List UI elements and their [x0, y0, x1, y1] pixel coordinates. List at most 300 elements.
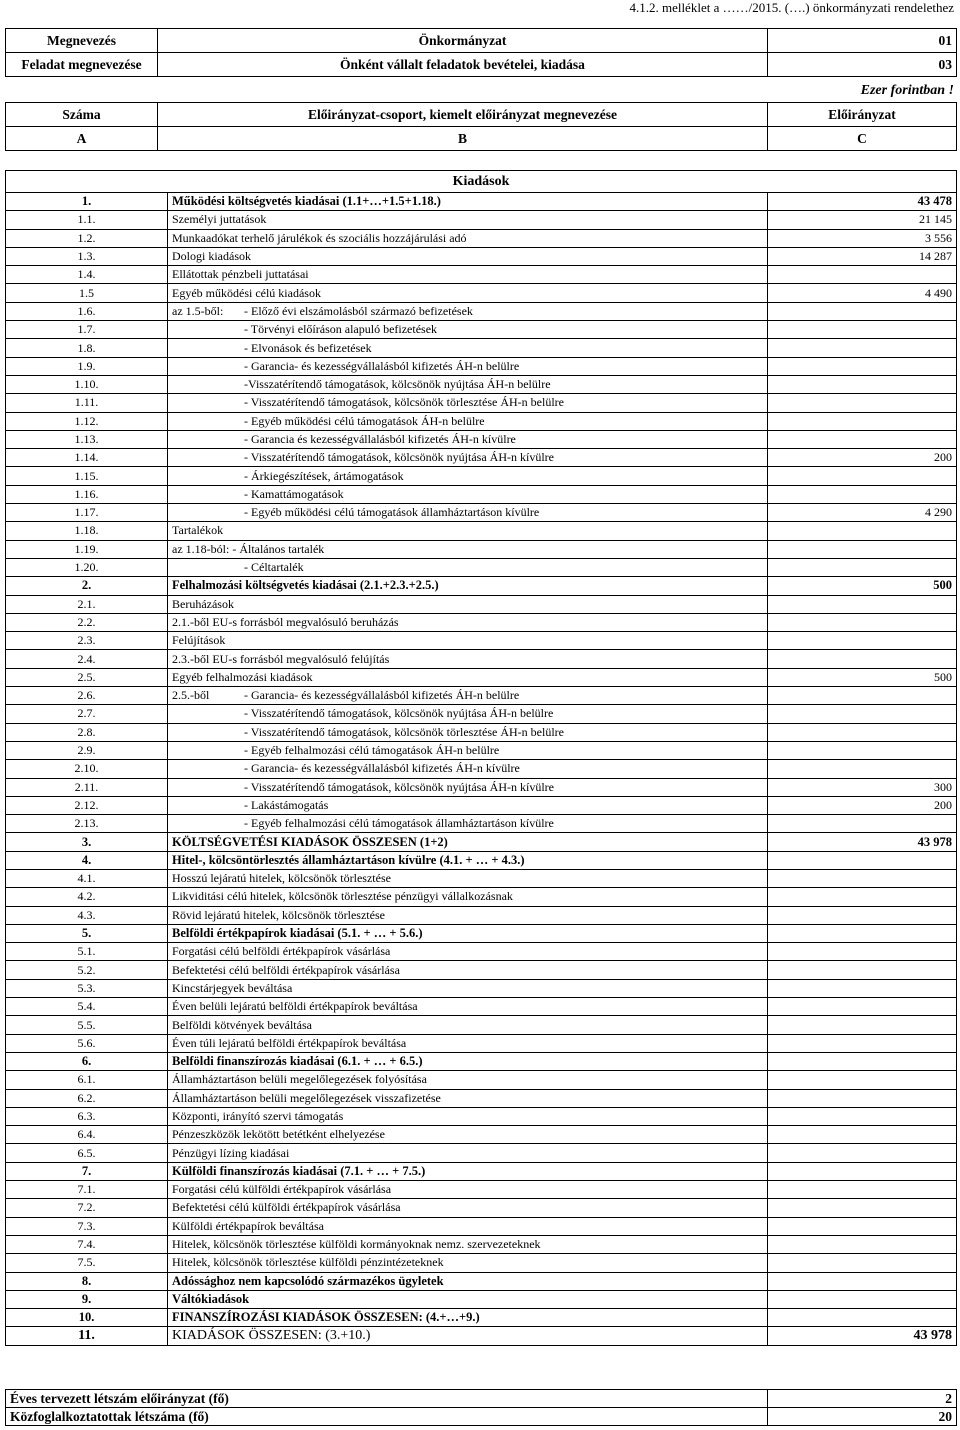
- headcount-table: [5, 1389, 957, 1426]
- row-label-text: Személyi juttatások: [172, 212, 267, 227]
- row-value: [768, 613, 957, 631]
- column-header-row: [6, 103, 957, 127]
- row-label-text: - Egyéb működési célú támogatások államháztartáson kívülre: [244, 505, 540, 520]
- table-row: [6, 357, 957, 375]
- row-label: [168, 851, 768, 869]
- row-label: [168, 924, 768, 942]
- row-label: [168, 961, 768, 979]
- row-number: 2.10.: [6, 760, 168, 778]
- row-label: [168, 558, 768, 576]
- unit-note: Ezer forintban !: [860, 83, 954, 98]
- row-value: [768, 650, 957, 668]
- row-label-text: Likviditási célú hitelek, kölcsönök törlesztése pénzügyi vállalkozásnak: [172, 889, 513, 904]
- row-number: 6.: [6, 1052, 168, 1070]
- row-number: 1.18.: [6, 522, 168, 540]
- column-header-number: Száma: [6, 103, 158, 127]
- row-label-text: -Visszatérítendő támogatások, kölcsönök nyújtása ÁH-n belülre: [244, 377, 551, 392]
- row-value: [768, 1071, 957, 1089]
- table-row: [6, 741, 957, 759]
- row-label-text: Belföldi értékpapírok kiadásai (5.1. + … + 5.6.): [172, 926, 423, 941]
- row-number: 1.12.: [6, 412, 168, 430]
- row-label: [168, 1034, 768, 1052]
- row-value: 43 478: [768, 193, 957, 211]
- row-label-text: Felújítások: [172, 633, 226, 648]
- table-row: [6, 577, 957, 595]
- table-row: [6, 943, 957, 961]
- row-number: 1.8.: [6, 339, 168, 357]
- row-label: [168, 778, 768, 796]
- row-number: 2.: [6, 577, 168, 595]
- row-value: 14 287: [768, 247, 957, 265]
- row-label-text: - Előző évi elszámolásból származó befizetések: [244, 303, 473, 318]
- table-row: [6, 412, 957, 430]
- row-number: 1.3.: [6, 247, 168, 265]
- row-label-text: - Visszatérítendő támogatások, kölcsönök nyújtása ÁH-n kívülre: [244, 779, 554, 794]
- headcount-value: 20: [768, 1408, 957, 1426]
- row-label-text: - Egyéb felhalmozási célú támogatások államháztartáson kívülre: [244, 816, 554, 831]
- row-number: 5.1.: [6, 943, 168, 961]
- row-number: 1.9.: [6, 357, 168, 375]
- row-number: 2.13.: [6, 815, 168, 833]
- table-row: [6, 522, 957, 540]
- row-number: 6.1.: [6, 1071, 168, 1089]
- row-value: 300: [768, 778, 957, 796]
- row-label: [168, 650, 768, 668]
- row-value: [768, 1144, 957, 1162]
- table-row: [6, 1290, 957, 1308]
- row-label: [168, 741, 768, 759]
- table-row: [6, 1016, 957, 1034]
- headcount-label: Közfoglalkoztatottak létszáma (fő): [6, 1408, 768, 1426]
- row-label: [168, 1254, 768, 1272]
- row-value: [768, 632, 957, 650]
- row-number: 1.14.: [6, 449, 168, 467]
- row-number: 4.: [6, 851, 168, 869]
- row-label: [168, 540, 768, 558]
- table-row: [6, 924, 957, 942]
- row-label-text: Tartalékok: [172, 523, 224, 538]
- column-letter-row: [6, 127, 957, 151]
- row-label: [168, 430, 768, 448]
- column-letter: A: [6, 127, 158, 151]
- row-value: [768, 339, 957, 357]
- row-number: 6.2.: [6, 1089, 168, 1107]
- row-label: [168, 247, 768, 265]
- row-label: [168, 632, 768, 650]
- row-value: [768, 1272, 957, 1290]
- row-number: 2.12.: [6, 796, 168, 814]
- table-row: [6, 1327, 957, 1345]
- row-value: [768, 558, 957, 576]
- row-label: [168, 869, 768, 887]
- row-number: 5.2.: [6, 961, 168, 979]
- row-value: [768, 869, 957, 887]
- table-row: [6, 1071, 957, 1089]
- table-row: [6, 613, 957, 631]
- row-label-text: FINANSZÍROZÁSI KIADÁSOK ÖSSZESEN: (4.+…+9.): [172, 1310, 480, 1325]
- row-number: 3.: [6, 833, 168, 851]
- row-label: [168, 943, 768, 961]
- row-label-text: - Garancia- és kezességvállalásból kifizetés ÁH-n belülre: [244, 688, 520, 703]
- row-label: [168, 229, 768, 247]
- row-number: 1.16.: [6, 485, 168, 503]
- row-value: [768, 851, 957, 869]
- row-label-text: - Visszatérítendő támogatások, kölcsönök törlesztése ÁH-n belülre: [244, 395, 564, 410]
- row-label: [168, 1126, 768, 1144]
- row-sublabel: az 1.5-ből:: [172, 303, 224, 318]
- row-label-text: - Lakástámogatás: [244, 797, 329, 812]
- headcount-label: Éves tervezett létszám előirányzat (fő): [6, 1390, 768, 1408]
- row-label-text: Forgatási célú belföldi értékpapírok vásárlása: [172, 944, 391, 959]
- row-number: 4.1.: [6, 869, 168, 887]
- row-label: [168, 979, 768, 997]
- row-value: 43 978: [768, 1327, 957, 1345]
- row-label-text: Éven túli lejáratú belföldi értékpapírok beváltása: [172, 1035, 407, 1050]
- row-label-text: Központi, irányító szervi támogatás: [172, 1108, 344, 1123]
- header-row-entity: [6, 29, 957, 53]
- row-label: [168, 998, 768, 1016]
- row-label-text: - Törvényi előíráson alapuló befizetések: [244, 322, 438, 337]
- row-label: [168, 1272, 768, 1290]
- table-row: [6, 1235, 957, 1253]
- row-number: 4.2.: [6, 888, 168, 906]
- table-row: [6, 540, 957, 558]
- row-label-text: Hitelek, kölcsönök törlesztése külföldi kormányoknak nemz. szervezeteknek: [172, 1237, 541, 1252]
- row-label-text: az 1.18-ból: - Általános tartalék: [172, 541, 325, 556]
- column-header-table: [5, 102, 957, 151]
- row-number: 6.3.: [6, 1107, 168, 1125]
- row-number: 1.20.: [6, 558, 168, 576]
- row-label: [168, 613, 768, 631]
- row-value: [768, 1107, 957, 1125]
- row-number: 2.6.: [6, 687, 168, 705]
- row-value: [768, 1052, 957, 1070]
- row-label-text: Egyéb felhalmozási kiadások: [172, 669, 313, 684]
- row-value: 3 556: [768, 229, 957, 247]
- row-label-text: - Visszatérítendő támogatások, kölcsönök törlesztése ÁH-n belülre: [244, 724, 564, 739]
- table-row: [6, 1309, 957, 1327]
- row-label: [168, 302, 768, 320]
- row-label: [168, 1016, 768, 1034]
- row-number: 7.1.: [6, 1181, 168, 1199]
- row-value: [768, 1254, 957, 1272]
- row-number: 1.6.: [6, 302, 168, 320]
- table-row: [6, 339, 957, 357]
- row-label-text: - Elvonások és befizetések: [244, 340, 372, 355]
- row-label-text: Ellátottak pénzbeli juttatásai: [172, 267, 309, 282]
- annex-reference: 4.1.2. melléklet a ……/2015. (….) önkormányzati rendelethez: [629, 0, 954, 15]
- row-label: [168, 888, 768, 906]
- row-label: [168, 1144, 768, 1162]
- row-label: [168, 833, 768, 851]
- row-label-text: Adóssághoz nem kapcsolódó származékos ügyletek: [172, 1273, 444, 1288]
- row-number: 2.5.: [6, 668, 168, 686]
- table-row: [6, 906, 957, 924]
- row-number: 7.3.: [6, 1217, 168, 1235]
- row-value: [768, 595, 957, 613]
- row-value: 200: [768, 796, 957, 814]
- row-number: 1.4.: [6, 266, 168, 284]
- row-value: [768, 1089, 957, 1107]
- row-value: [768, 1290, 957, 1308]
- row-value: 43 978: [768, 833, 957, 851]
- table-row: [6, 796, 957, 814]
- table-row: [6, 247, 957, 265]
- row-label-text: Külföldi értékpapírok beváltása: [172, 1218, 324, 1233]
- row-value: [768, 375, 957, 393]
- table-row: [6, 302, 957, 320]
- row-number: 2.7.: [6, 705, 168, 723]
- expenditure-table: [5, 170, 957, 1346]
- row-label: [168, 723, 768, 741]
- row-value: [768, 1199, 957, 1217]
- row-label: [168, 705, 768, 723]
- row-number: 1.: [6, 193, 168, 211]
- row-value: [768, 1235, 957, 1253]
- row-number: 6.5.: [6, 1144, 168, 1162]
- table-row: [6, 211, 957, 229]
- row-value: 500: [768, 577, 957, 595]
- row-label-text: Államháztartáson belüli megelőlegezések folyósítása: [172, 1072, 427, 1087]
- row-value: 500: [768, 668, 957, 686]
- row-label-text: - Céltartalék: [244, 560, 304, 575]
- table-row: [6, 193, 957, 211]
- row-number: 6.4.: [6, 1126, 168, 1144]
- row-number: 5.: [6, 924, 168, 942]
- row-number: 9.: [6, 1290, 168, 1308]
- row-label-text: - Visszatérítendő támogatások, kölcsönök nyújtása ÁH-n belülre: [244, 706, 554, 721]
- row-label: [168, 760, 768, 778]
- row-number: 7.4.: [6, 1235, 168, 1253]
- row-number: 4.3.: [6, 906, 168, 924]
- row-sublabel: 2.5.-ből: [172, 688, 210, 703]
- table-row: [6, 632, 957, 650]
- row-value: 4 490: [768, 284, 957, 302]
- row-value: [768, 1034, 957, 1052]
- table-row: [6, 394, 957, 412]
- row-number: 2.9.: [6, 741, 168, 759]
- row-label-text: Külföldi finanszírozás kiadásai (7.1. + … + 7.5.): [172, 1163, 426, 1178]
- table-row: [6, 266, 957, 284]
- row-label-text: Hosszú lejáratú hitelek, kölcsönök törlesztése: [172, 871, 391, 886]
- row-label: [168, 1235, 768, 1253]
- row-label: [168, 796, 768, 814]
- row-value: [768, 888, 957, 906]
- row-value: [768, 1217, 957, 1235]
- row-label-text: Befektetési célú külföldi értékpapírok vásárlása: [172, 1200, 401, 1215]
- row-number: 5.5.: [6, 1016, 168, 1034]
- row-label-text: - Visszatérítendő támogatások, kölcsönök nyújtása ÁH-n kívülre: [244, 450, 554, 465]
- row-value: [768, 1126, 957, 1144]
- row-number: 2.4.: [6, 650, 168, 668]
- table-row: [6, 1272, 957, 1290]
- row-number: 2.8.: [6, 723, 168, 741]
- row-number: 8.: [6, 1272, 168, 1290]
- column-letter: B: [158, 127, 768, 151]
- row-value: [768, 924, 957, 942]
- row-label: [168, 1107, 768, 1125]
- section-title-row: [6, 171, 957, 193]
- column-letter: C: [768, 127, 957, 151]
- table-row: [6, 998, 957, 1016]
- table-row: [6, 284, 957, 302]
- table-row: [6, 687, 957, 705]
- row-value: [768, 998, 957, 1016]
- header-code: 01: [768, 29, 957, 53]
- row-label: [168, 412, 768, 430]
- row-label: [168, 1181, 768, 1199]
- row-label-text: - Garancia és kezességvállalásból kifizetés ÁH-n kívülre: [244, 432, 516, 446]
- row-number: 1.11.: [6, 394, 168, 412]
- row-value: [768, 705, 957, 723]
- table-row: [6, 595, 957, 613]
- row-label: [168, 1199, 768, 1217]
- row-value: [768, 906, 957, 924]
- table-row: [6, 1089, 957, 1107]
- table-row: [6, 869, 957, 887]
- row-value: [768, 540, 957, 558]
- row-number: 1.17.: [6, 504, 168, 522]
- row-label-text: - Kamattámogatások: [244, 486, 344, 501]
- row-number: 1.1.: [6, 211, 168, 229]
- row-label: [168, 1327, 768, 1345]
- row-label: [168, 357, 768, 375]
- column-header-appropriation: Előirányzat: [768, 103, 957, 127]
- row-number: 1.7.: [6, 321, 168, 339]
- row-number: 5.6.: [6, 1034, 168, 1052]
- row-label-text: Rövid lejáratú hitelek, kölcsönök törlesztése: [172, 907, 385, 922]
- row-value: 4 290: [768, 504, 957, 522]
- table-row: [6, 778, 957, 796]
- row-label-text: Beruházások: [172, 596, 234, 611]
- row-label-text: Pénzügyi lízing kiadásai: [172, 1145, 290, 1160]
- row-value: [768, 961, 957, 979]
- row-value: [768, 1162, 957, 1180]
- row-label-text: Belföldi kötvények beváltása: [172, 1017, 312, 1032]
- row-label: [168, 467, 768, 485]
- row-label-text: KÖLTSÉGVETÉSI KIADÁSOK ÖSSZESEN (1+2): [172, 834, 448, 849]
- headcount-value: 2: [768, 1390, 957, 1408]
- row-number: 1.5: [6, 284, 168, 302]
- header-label: Megnevezés: [6, 29, 158, 53]
- row-value: 21 145: [768, 211, 957, 229]
- row-label: [168, 906, 768, 924]
- row-number: 1.13.: [6, 430, 168, 448]
- row-label: [168, 394, 768, 412]
- table-row: [6, 961, 957, 979]
- table-row: [6, 888, 957, 906]
- row-label-text: - Egyéb működési célú támogatások ÁH-n belülre: [244, 413, 485, 428]
- row-value: [768, 430, 957, 448]
- row-value: [768, 723, 957, 741]
- row-value: [768, 485, 957, 503]
- row-label-text: - Garancia- és kezességvállalásból kifizetés ÁH-n kívülre: [244, 761, 520, 776]
- headcount-row-public-work: [6, 1408, 957, 1426]
- table-row: [6, 1107, 957, 1125]
- row-label: [168, 595, 768, 613]
- row-label: [168, 321, 768, 339]
- row-label-text: 2.3.-ből EU-s forrásból megvalósuló felújítás: [172, 651, 390, 666]
- row-label-text: - Árkiegészítések, ártámogatások: [244, 468, 404, 483]
- table-row: [6, 467, 957, 485]
- row-label: [168, 193, 768, 211]
- table-row: [6, 430, 957, 448]
- row-value: [768, 302, 957, 320]
- row-number: 10.: [6, 1309, 168, 1327]
- table-row: [6, 760, 957, 778]
- row-label: [168, 1162, 768, 1180]
- row-label-text: - Egyéb felhalmozási célú támogatások ÁH-n belülre: [244, 743, 500, 758]
- row-number: 1.15.: [6, 467, 168, 485]
- row-label-text: Munkaadókat terhelő járulékok és szociális hozzájárulási adó: [172, 230, 467, 245]
- headcount-row-planned: [6, 1390, 957, 1408]
- row-value: [768, 1309, 957, 1327]
- row-label-text: - Garancia- és kezességvállalásból kifizetés ÁH-n belülre: [244, 358, 520, 373]
- row-label-text: Befektetési célú belföldi értékpapírok vásárlása: [172, 962, 400, 977]
- row-number: 7.2.: [6, 1199, 168, 1217]
- row-number: 1.19.: [6, 540, 168, 558]
- row-label: [168, 339, 768, 357]
- row-number: 2.11.: [6, 778, 168, 796]
- row-label: [168, 211, 768, 229]
- row-label-text: Dologi kiadások: [172, 249, 251, 264]
- header-table: [5, 28, 957, 77]
- row-number: 5.4.: [6, 998, 168, 1016]
- row-number: 2.3.: [6, 632, 168, 650]
- row-label: [168, 1217, 768, 1235]
- row-number: 7.5.: [6, 1254, 168, 1272]
- row-label-text: Államháztartáson belüli megelőlegezések visszafizetése: [172, 1090, 441, 1105]
- table-row: [6, 1162, 957, 1180]
- row-label: [168, 1089, 768, 1107]
- table-row: [6, 668, 957, 686]
- table-row: [6, 851, 957, 869]
- row-value: [768, 741, 957, 759]
- table-row: [6, 1126, 957, 1144]
- row-value: [768, 815, 957, 833]
- row-label: [168, 522, 768, 540]
- row-number: 2.1.: [6, 595, 168, 613]
- table-row: [6, 321, 957, 339]
- header-value: Önkormányzat: [158, 29, 768, 53]
- table-row: [6, 229, 957, 247]
- row-label: [168, 1052, 768, 1070]
- table-row: [6, 650, 957, 668]
- row-value: [768, 321, 957, 339]
- row-number: 7.: [6, 1162, 168, 1180]
- header-label: Feladat megnevezése: [6, 53, 158, 77]
- row-value: [768, 394, 957, 412]
- row-number: 1.10.: [6, 375, 168, 393]
- table-row: [6, 1052, 957, 1070]
- row-label-text: Felhalmozási költségvetés kiadásai (2.1.+2.3.+2.5.): [172, 578, 439, 593]
- row-value: [768, 760, 957, 778]
- row-value: [768, 266, 957, 284]
- row-label: [168, 1309, 768, 1327]
- row-label-text: 2.1.-ből EU-s forrásból megvalósuló beruházás: [172, 614, 399, 629]
- table-row: [6, 375, 957, 393]
- row-label-text: Kincstárjegyek beváltása: [172, 980, 293, 995]
- header-row-task: [6, 53, 957, 77]
- row-value: [768, 1016, 957, 1034]
- row-value: [768, 522, 957, 540]
- column-header-name: Előirányzat-csoport, kiemelt előirányzat megnevezése: [158, 103, 768, 127]
- row-label: [168, 577, 768, 595]
- table-row: [6, 1034, 957, 1052]
- row-label: [168, 485, 768, 503]
- table-row: [6, 723, 957, 741]
- table-row: [6, 1199, 957, 1217]
